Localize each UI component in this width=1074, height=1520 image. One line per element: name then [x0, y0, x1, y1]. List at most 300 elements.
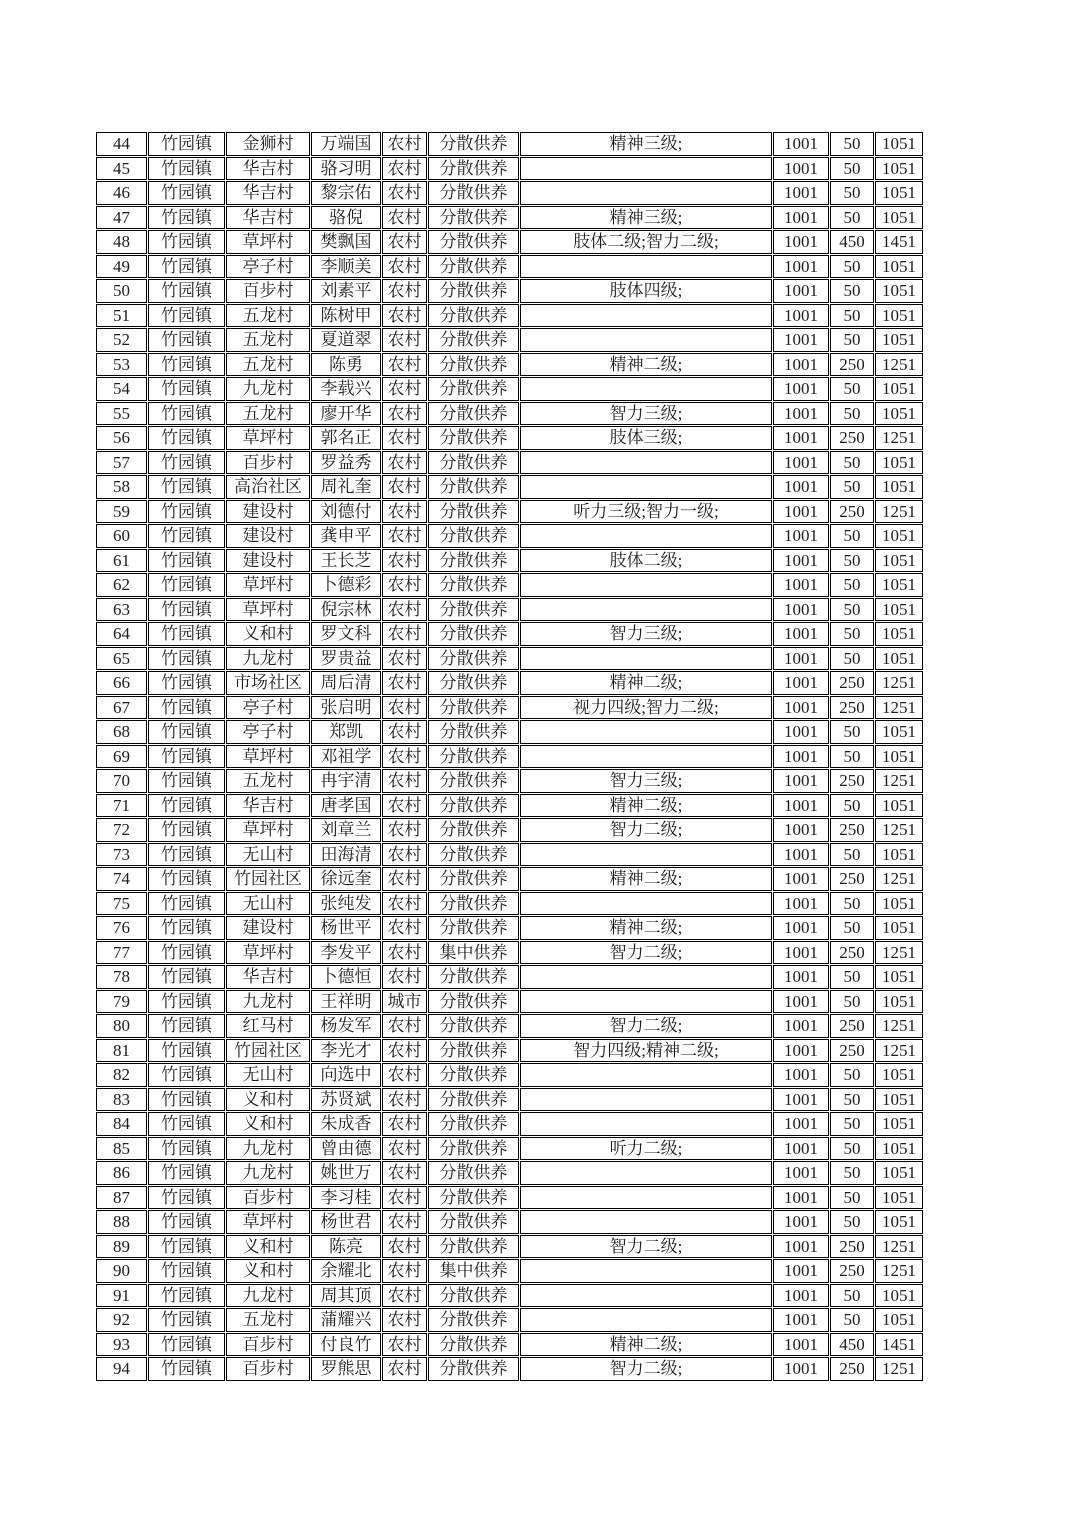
cell-disability: 智力二级; [520, 1014, 772, 1038]
cell-subsidy-amount: 50 [830, 328, 874, 352]
cell-total-amount: 1051 [875, 157, 923, 181]
cell-residence: 农村 [382, 818, 427, 842]
cell-village: 百步村 [226, 451, 310, 475]
cell-total-amount: 1051 [875, 206, 923, 230]
cell-total-amount: 1051 [875, 181, 923, 205]
cell-subsidy-amount: 250 [830, 941, 874, 965]
cell-base-amount: 1001 [773, 916, 829, 940]
cell-base-amount: 1001 [773, 1161, 829, 1185]
table-row [96, 1137, 923, 1161]
cell-index: 76 [96, 916, 147, 940]
cell-town: 竹园镇 [148, 206, 225, 230]
cell-residence: 农村 [382, 916, 427, 940]
cell-total-amount: 1051 [875, 647, 923, 671]
table-row [96, 1235, 923, 1259]
cell-base-amount: 1001 [773, 622, 829, 646]
cell-base-amount: 1001 [773, 157, 829, 181]
cell-person-name: 付良竹 [311, 1333, 381, 1357]
cell-residence: 农村 [382, 1039, 427, 1063]
table-row [96, 794, 923, 818]
cell-residence: 农村 [382, 1186, 427, 1210]
cell-person-name: 张启明 [311, 696, 381, 720]
cell-support-type: 分散供养 [428, 818, 519, 842]
cell-person-name: 李光才 [311, 1039, 381, 1063]
cell-residence: 农村 [382, 794, 427, 818]
cell-town: 竹园镇 [148, 867, 225, 891]
cell-person-name: 杨世平 [311, 916, 381, 940]
cell-disability [520, 843, 772, 867]
cell-support-type: 分散供养 [428, 916, 519, 940]
cell-support-type: 分散供养 [428, 549, 519, 573]
cell-total-amount: 1051 [875, 843, 923, 867]
cell-residence: 农村 [382, 892, 427, 916]
cell-residence: 农村 [382, 1308, 427, 1332]
cell-index: 78 [96, 965, 147, 989]
cell-total-amount: 1051 [875, 794, 923, 818]
cell-index: 52 [96, 328, 147, 352]
cell-base-amount: 1001 [773, 255, 829, 279]
cell-person-name: 龚申平 [311, 524, 381, 548]
cell-residence: 农村 [382, 500, 427, 524]
cell-disability: 视力四级;智力二级; [520, 696, 772, 720]
cell-subsidy-amount: 50 [830, 647, 874, 671]
cell-subsidy-amount: 50 [830, 451, 874, 475]
cell-support-type: 分散供养 [428, 1014, 519, 1038]
cell-base-amount: 1001 [773, 500, 829, 524]
cell-village: 红马村 [226, 1014, 310, 1038]
cell-village: 义和村 [226, 622, 310, 646]
cell-index: 64 [96, 622, 147, 646]
cell-base-amount: 1001 [773, 1137, 829, 1161]
cell-base-amount: 1001 [773, 990, 829, 1014]
cell-residence: 农村 [382, 867, 427, 891]
cell-residence: 农村 [382, 255, 427, 279]
cell-person-name: 骆习明 [311, 157, 381, 181]
cell-subsidy-amount: 50 [830, 1308, 874, 1332]
cell-index: 93 [96, 1333, 147, 1357]
cell-person-name: 郑凯 [311, 720, 381, 744]
cell-residence: 农村 [382, 622, 427, 646]
table-row [96, 622, 923, 646]
cell-town: 竹园镇 [148, 500, 225, 524]
table-row [96, 647, 923, 671]
cell-total-amount: 1051 [875, 892, 923, 916]
cell-total-amount: 1251 [875, 1014, 923, 1038]
cell-base-amount: 1001 [773, 941, 829, 965]
cell-village: 无山村 [226, 843, 310, 867]
cell-total-amount: 1251 [875, 867, 923, 891]
cell-town: 竹园镇 [148, 916, 225, 940]
cell-village: 百步村 [226, 279, 310, 303]
cell-residence: 农村 [382, 230, 427, 254]
cell-person-name: 罗贵益 [311, 647, 381, 671]
cell-town: 竹园镇 [148, 353, 225, 377]
cell-support-type: 分散供养 [428, 279, 519, 303]
cell-town: 竹园镇 [148, 451, 225, 475]
cell-disability [520, 1088, 772, 1112]
cell-disability [520, 647, 772, 671]
cell-village: 华吉村 [226, 181, 310, 205]
cell-index: 54 [96, 377, 147, 401]
cell-residence: 农村 [382, 1333, 427, 1357]
cell-total-amount: 1451 [875, 230, 923, 254]
cell-support-type: 分散供养 [428, 426, 519, 450]
table-row [96, 157, 923, 181]
cell-town: 竹园镇 [148, 524, 225, 548]
cell-town: 竹园镇 [148, 1014, 225, 1038]
cell-village: 草坪村 [226, 941, 310, 965]
cell-disability [520, 475, 772, 499]
cell-disability [520, 1284, 772, 1308]
cell-index: 84 [96, 1112, 147, 1136]
cell-town: 竹园镇 [148, 1161, 225, 1185]
cell-total-amount: 1051 [875, 965, 923, 989]
cell-support-type: 分散供养 [428, 647, 519, 671]
cell-base-amount: 1001 [773, 598, 829, 622]
cell-subsidy-amount: 50 [830, 524, 874, 548]
cell-village: 草坪村 [226, 818, 310, 842]
cell-base-amount: 1001 [773, 794, 829, 818]
cell-base-amount: 1001 [773, 1014, 829, 1038]
table-row [96, 1308, 923, 1332]
cell-village: 市场社区 [226, 671, 310, 695]
cell-base-amount: 1001 [773, 353, 829, 377]
cell-index: 58 [96, 475, 147, 499]
cell-town: 竹园镇 [148, 475, 225, 499]
cell-village: 草坪村 [226, 1210, 310, 1234]
cell-support-type: 分散供养 [428, 402, 519, 426]
cell-disability: 精神三级; [520, 132, 772, 156]
cell-village: 高治社区 [226, 475, 310, 499]
cell-village: 九龙村 [226, 1161, 310, 1185]
cell-support-type: 分散供养 [428, 475, 519, 499]
cell-base-amount: 1001 [773, 1186, 829, 1210]
table-row [96, 524, 923, 548]
cell-support-type: 分散供养 [428, 524, 519, 548]
cell-support-type: 分散供养 [428, 573, 519, 597]
cell-town: 竹园镇 [148, 328, 225, 352]
cell-base-amount: 1001 [773, 1112, 829, 1136]
cell-total-amount: 1251 [875, 1235, 923, 1259]
cell-index: 61 [96, 549, 147, 573]
cell-support-type: 分散供养 [428, 598, 519, 622]
cell-person-name: 陈勇 [311, 353, 381, 377]
cell-base-amount: 1001 [773, 647, 829, 671]
cell-disability [520, 1308, 772, 1332]
cell-village: 草坪村 [226, 598, 310, 622]
cell-base-amount: 1001 [773, 965, 829, 989]
cell-village: 华吉村 [226, 157, 310, 181]
cell-person-name: 张纯发 [311, 892, 381, 916]
cell-subsidy-amount: 50 [830, 990, 874, 1014]
cell-disability: 智力三级; [520, 622, 772, 646]
cell-subsidy-amount: 50 [830, 304, 874, 328]
cell-disability: 智力三级; [520, 769, 772, 793]
cell-base-amount: 1001 [773, 1039, 829, 1063]
cell-disability: 精神二级; [520, 916, 772, 940]
cell-total-amount: 1051 [875, 524, 923, 548]
table-row [96, 867, 923, 891]
cell-index: 81 [96, 1039, 147, 1063]
cell-disability [520, 745, 772, 769]
cell-total-amount: 1051 [875, 1137, 923, 1161]
cell-subsidy-amount: 50 [830, 1186, 874, 1210]
cell-base-amount: 1001 [773, 1357, 829, 1381]
cell-subsidy-amount: 50 [830, 598, 874, 622]
cell-index: 83 [96, 1088, 147, 1112]
cell-town: 竹园镇 [148, 1308, 225, 1332]
table-row [96, 451, 923, 475]
table-row [96, 1186, 923, 1210]
table-body [96, 132, 923, 1381]
cell-disability [520, 181, 772, 205]
cell-town: 竹园镇 [148, 598, 225, 622]
cell-village: 九龙村 [226, 990, 310, 1014]
cell-disability: 肢体二级; [520, 549, 772, 573]
cell-town: 竹园镇 [148, 720, 225, 744]
cell-support-type: 集中供养 [428, 941, 519, 965]
cell-disability: 肢体二级;智力二级; [520, 230, 772, 254]
cell-subsidy-amount: 250 [830, 1039, 874, 1063]
cell-village: 百步村 [226, 1357, 310, 1381]
table-row [96, 892, 923, 916]
table-row [96, 377, 923, 401]
cell-support-type: 分散供养 [428, 671, 519, 695]
cell-base-amount: 1001 [773, 769, 829, 793]
cell-support-type: 分散供养 [428, 1333, 519, 1357]
cell-town: 竹园镇 [148, 1259, 225, 1283]
cell-support-type: 分散供养 [428, 206, 519, 230]
table-row [96, 549, 923, 573]
cell-disability [520, 255, 772, 279]
cell-town: 竹园镇 [148, 941, 225, 965]
cell-base-amount: 1001 [773, 279, 829, 303]
cell-town: 竹园镇 [148, 1235, 225, 1259]
cell-disability [520, 1259, 772, 1283]
table-row [96, 769, 923, 793]
cell-base-amount: 1001 [773, 426, 829, 450]
cell-subsidy-amount: 250 [830, 1235, 874, 1259]
cell-index: 91 [96, 1284, 147, 1308]
cell-subsidy-amount: 50 [830, 843, 874, 867]
cell-town: 竹园镇 [148, 671, 225, 695]
cell-village: 华吉村 [226, 206, 310, 230]
cell-person-name: 蒲耀兴 [311, 1308, 381, 1332]
cell-village: 百步村 [226, 1186, 310, 1210]
table-row [96, 304, 923, 328]
cell-residence: 农村 [382, 671, 427, 695]
cell-village: 亭子村 [226, 255, 310, 279]
cell-village: 五龙村 [226, 304, 310, 328]
cell-village: 百步村 [226, 1333, 310, 1357]
cell-base-amount: 1001 [773, 451, 829, 475]
cell-subsidy-amount: 50 [830, 1112, 874, 1136]
cell-subsidy-amount: 250 [830, 1259, 874, 1283]
cell-residence: 农村 [382, 1137, 427, 1161]
cell-disability [520, 524, 772, 548]
cell-village: 义和村 [226, 1088, 310, 1112]
subsidy-roster-table [95, 131, 924, 1382]
cell-support-type: 分散供养 [428, 255, 519, 279]
cell-index: 65 [96, 647, 147, 671]
cell-total-amount: 1451 [875, 1333, 923, 1357]
cell-index: 86 [96, 1161, 147, 1185]
cell-person-name: 刘素平 [311, 279, 381, 303]
cell-support-type: 分散供养 [428, 451, 519, 475]
cell-residence: 农村 [382, 1357, 427, 1381]
cell-disability: 智力三级; [520, 402, 772, 426]
cell-disability [520, 720, 772, 744]
cell-village: 建设村 [226, 500, 310, 524]
cell-village: 金狮村 [226, 132, 310, 156]
cell-total-amount: 1051 [875, 916, 923, 940]
table-row [96, 573, 923, 597]
cell-village: 五龙村 [226, 353, 310, 377]
cell-disability: 智力二级; [520, 1235, 772, 1259]
cell-residence: 农村 [382, 402, 427, 426]
cell-support-type: 分散供养 [428, 696, 519, 720]
cell-residence: 农村 [382, 279, 427, 303]
cell-person-name: 陈树甲 [311, 304, 381, 328]
cell-subsidy-amount: 450 [830, 230, 874, 254]
cell-support-type: 分散供养 [428, 1235, 519, 1259]
cell-disability: 智力四级;精神二级; [520, 1039, 772, 1063]
cell-base-amount: 1001 [773, 524, 829, 548]
cell-subsidy-amount: 50 [830, 1210, 874, 1234]
cell-subsidy-amount: 50 [830, 549, 874, 573]
cell-total-amount: 1051 [875, 720, 923, 744]
cell-index: 90 [96, 1259, 147, 1283]
cell-town: 竹园镇 [148, 304, 225, 328]
cell-village: 建设村 [226, 524, 310, 548]
cell-village: 五龙村 [226, 1308, 310, 1332]
cell-subsidy-amount: 50 [830, 916, 874, 940]
table-row [96, 1357, 923, 1381]
cell-residence: 农村 [382, 1112, 427, 1136]
table-row [96, 671, 923, 695]
cell-index: 80 [96, 1014, 147, 1038]
cell-total-amount: 1051 [875, 1284, 923, 1308]
cell-subsidy-amount: 450 [830, 1333, 874, 1357]
cell-subsidy-amount: 50 [830, 720, 874, 744]
cell-residence: 农村 [382, 1014, 427, 1038]
cell-subsidy-amount: 50 [830, 1088, 874, 1112]
cell-residence: 农村 [382, 549, 427, 573]
cell-support-type: 分散供养 [428, 1063, 519, 1087]
cell-base-amount: 1001 [773, 1259, 829, 1283]
table-row [96, 1014, 923, 1038]
cell-subsidy-amount: 50 [830, 132, 874, 156]
cell-village: 草坪村 [226, 745, 310, 769]
cell-base-amount: 1001 [773, 1308, 829, 1332]
cell-index: 89 [96, 1235, 147, 1259]
cell-total-amount: 1051 [875, 377, 923, 401]
cell-village: 华吉村 [226, 794, 310, 818]
cell-residence: 农村 [382, 720, 427, 744]
cell-town: 竹园镇 [148, 1186, 225, 1210]
table-row [96, 1063, 923, 1087]
cell-person-name: 曾由德 [311, 1137, 381, 1161]
cell-subsidy-amount: 250 [830, 671, 874, 695]
cell-base-amount: 1001 [773, 1063, 829, 1087]
cell-residence: 农村 [382, 304, 427, 328]
table-row [96, 475, 923, 499]
cell-residence: 农村 [382, 1284, 427, 1308]
cell-residence: 农村 [382, 426, 427, 450]
cell-village: 竹园社区 [226, 1039, 310, 1063]
table-row [96, 818, 923, 842]
cell-support-type: 分散供养 [428, 794, 519, 818]
cell-person-name: 夏道翠 [311, 328, 381, 352]
cell-town: 竹园镇 [148, 1088, 225, 1112]
cell-support-type: 分散供养 [428, 1210, 519, 1234]
cell-town: 竹园镇 [148, 892, 225, 916]
cell-total-amount: 1051 [875, 598, 923, 622]
cell-disability: 听力二级; [520, 1137, 772, 1161]
cell-village: 草坪村 [226, 426, 310, 450]
cell-disability: 精神二级; [520, 794, 772, 818]
cell-person-name: 刘章兰 [311, 818, 381, 842]
cell-disability: 智力二级; [520, 1357, 772, 1381]
cell-base-amount: 1001 [773, 1088, 829, 1112]
cell-total-amount: 1251 [875, 1259, 923, 1283]
cell-index: 53 [96, 353, 147, 377]
cell-village: 亭子村 [226, 696, 310, 720]
cell-support-type: 分散供养 [428, 1357, 519, 1381]
cell-support-type: 分散供养 [428, 1137, 519, 1161]
cell-residence: 农村 [382, 647, 427, 671]
cell-index: 88 [96, 1210, 147, 1234]
cell-residence: 农村 [382, 1063, 427, 1087]
cell-disability [520, 892, 772, 916]
cell-subsidy-amount: 50 [830, 279, 874, 303]
cell-person-name: 周后清 [311, 671, 381, 695]
table-row [96, 279, 923, 303]
cell-residence: 农村 [382, 181, 427, 205]
table-row [96, 843, 923, 867]
cell-person-name: 唐孝国 [311, 794, 381, 818]
table-row [96, 598, 923, 622]
cell-subsidy-amount: 50 [830, 402, 874, 426]
table-row [96, 1210, 923, 1234]
cell-support-type: 分散供养 [428, 1112, 519, 1136]
cell-town: 竹园镇 [148, 769, 225, 793]
cell-base-amount: 1001 [773, 1235, 829, 1259]
cell-town: 竹园镇 [148, 573, 225, 597]
cell-index: 62 [96, 573, 147, 597]
cell-disability: 精神二级; [520, 353, 772, 377]
cell-disability [520, 1210, 772, 1234]
cell-person-name: 倪宗林 [311, 598, 381, 622]
table-row [96, 1112, 923, 1136]
cell-total-amount: 1251 [875, 500, 923, 524]
cell-town: 竹园镇 [148, 1210, 225, 1234]
cell-residence: 农村 [382, 132, 427, 156]
cell-index: 71 [96, 794, 147, 818]
cell-total-amount: 1051 [875, 549, 923, 573]
cell-person-name: 万端国 [311, 132, 381, 156]
cell-residence: 农村 [382, 769, 427, 793]
cell-village: 亭子村 [226, 720, 310, 744]
table-row [96, 255, 923, 279]
cell-index: 85 [96, 1137, 147, 1161]
cell-index: 72 [96, 818, 147, 842]
cell-subsidy-amount: 50 [830, 1161, 874, 1185]
cell-disability [520, 1063, 772, 1087]
cell-disability [520, 377, 772, 401]
cell-index: 48 [96, 230, 147, 254]
cell-index: 59 [96, 500, 147, 524]
